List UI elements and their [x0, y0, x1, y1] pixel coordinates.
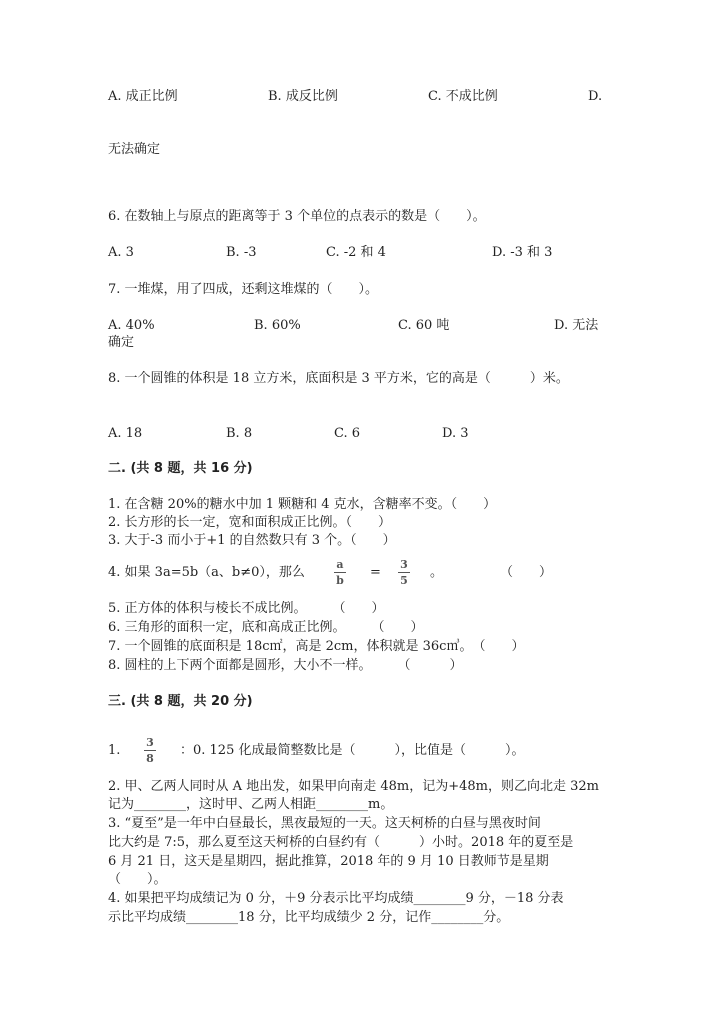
q4-period: 。 [430, 565, 444, 580]
fraction-numerator: 3 [400, 558, 408, 571]
tf-item-6: 6. 三角形的面积一定，底和高成正比例。 （ ） [108, 620, 424, 635]
q6-option-c[interactable]: C. -2 和 4 [326, 245, 386, 260]
fraction-a-over-b [334, 558, 346, 587]
fraction-3-over-5 [398, 558, 410, 587]
q7-option-a[interactable]: A. 40% [108, 318, 155, 333]
fill-item-2-line-2: 记为________，这时甲、乙两人相距________m。 [108, 797, 394, 812]
section-2-heading: 二. (共 8 题，共 16 分) [108, 461, 253, 476]
tf-item-5: 5. 正方体的体积与棱长不成比例。 （ ） [108, 601, 385, 616]
q8-option-c[interactable]: C. 6 [334, 426, 361, 441]
tf-item-4: 4. 如果 3a=5b（a、b≠0），那么 [108, 565, 305, 580]
fraction-numerator: 3 [146, 736, 154, 749]
tf-item-7: 7. 一个圆锥的底面积是 18c㎡，高是 2cm，体积就是 36c㎥。 （ ） [108, 639, 525, 654]
q6-option-d[interactable]: D. -3 和 3 [492, 245, 553, 260]
fill-item-2-line-1: 2. 甲、乙两人同时从 A 地出发，如果甲向南走 48m，记为+48m，则乙向北走 32m [108, 779, 599, 794]
tf-item-3: 3. 大于-3 而小于+1 的自然数只有 3 个。（ ） [108, 533, 396, 548]
fraction-bar [334, 572, 346, 573]
option-a[interactable]: A. 成正比例 [108, 89, 178, 104]
option-b[interactable]: B. 成反比例 [268, 89, 338, 104]
tf-item-2: 2. 长方形的长一定，宽和面积成正比例。（ ） [108, 515, 392, 530]
q6-option-b[interactable]: B. -3 [226, 245, 257, 260]
equals-sign: = [370, 565, 381, 580]
q8-option-b[interactable]: B. 8 [226, 426, 253, 441]
fraction-denominator: b [336, 574, 344, 587]
q4-answer-blank[interactable]: （ ） [500, 565, 553, 580]
question-6-stem: 6. 在数轴上与原点的距离等于 3 个单位的点表示的数是（ ）。 [108, 209, 486, 224]
fraction-denominator: 5 [400, 574, 408, 587]
fill-item-3-line-2: 比大约是 7:5，那么夏至这天柯桥的白昼约有（ ）小时。2018 年的夏至是 [108, 835, 574, 850]
q8-option-d[interactable]: D. 3 [442, 426, 469, 441]
fraction-bar [398, 572, 410, 573]
fraction-denominator: 8 [146, 752, 154, 765]
section-3-heading: 三. (共 8 题，共 20 分) [108, 694, 253, 709]
fraction-3-over-8 [144, 736, 156, 765]
fraction-bar [144, 750, 156, 751]
fill-item-1-text: ：0. 125 化成最简整数比是（ ），比值是（ ）。 [180, 743, 525, 758]
tf-item-1: 1. 在含糖 20%的糖水中加 1 颗糖和 4 克水，含糖率不变。（ ） [108, 497, 497, 512]
fill-item-4-line-1: 4. 如果把平均成绩记为 0 分，＋9 分表示比平均成绩________9 分，－18 分表 [108, 891, 564, 906]
fill-item-4-line-2: 示比平均成绩________18 分，比平均成绩少 2 分，记作________分。 [108, 910, 510, 925]
q7-option-d[interactable]: D. 无法 [554, 318, 599, 333]
fill-item-3-line-4: （ ）。 [108, 872, 167, 887]
fill-item-3-line-1: 3. “夏至”是一年中白昼最长，黑夜最短的一天。这天柯桥的白昼与黑夜时间 [108, 816, 541, 831]
q8-option-a[interactable]: A. 18 [108, 426, 143, 441]
fill-item-1-number: 1. [108, 743, 121, 758]
q7-option-d-continued: 确定 [108, 335, 135, 350]
q6-option-a[interactable]: A. 3 [108, 245, 134, 260]
question-8-stem: 8. 一个圆锥的体积是 18 立方米，底面积是 3 平方米，它的高是（ ）米。 [108, 371, 569, 386]
fraction-numerator: a [336, 558, 344, 571]
tf-item-8: 8. 圆柱的上下两个面都是圆形，大小不一样。 （ ） [108, 658, 463, 673]
fill-item-3-line-3: 6 月 21 日，这天是星期四，据此推算，2018 年的 9 月 10 日教师节是星期 [108, 854, 549, 869]
q7-option-c[interactable]: C. 60 吨 [398, 318, 450, 333]
option-d-continued: 无法确定 [108, 142, 161, 157]
option-c[interactable]: C. 不成比例 [428, 89, 498, 104]
option-d[interactable]: D. [588, 89, 603, 104]
q7-option-b[interactable]: B. 60% [254, 318, 301, 333]
question-7-stem: 7. 一堆煤，用了四成，还剩这堆煤的（ ）。 [108, 282, 379, 297]
